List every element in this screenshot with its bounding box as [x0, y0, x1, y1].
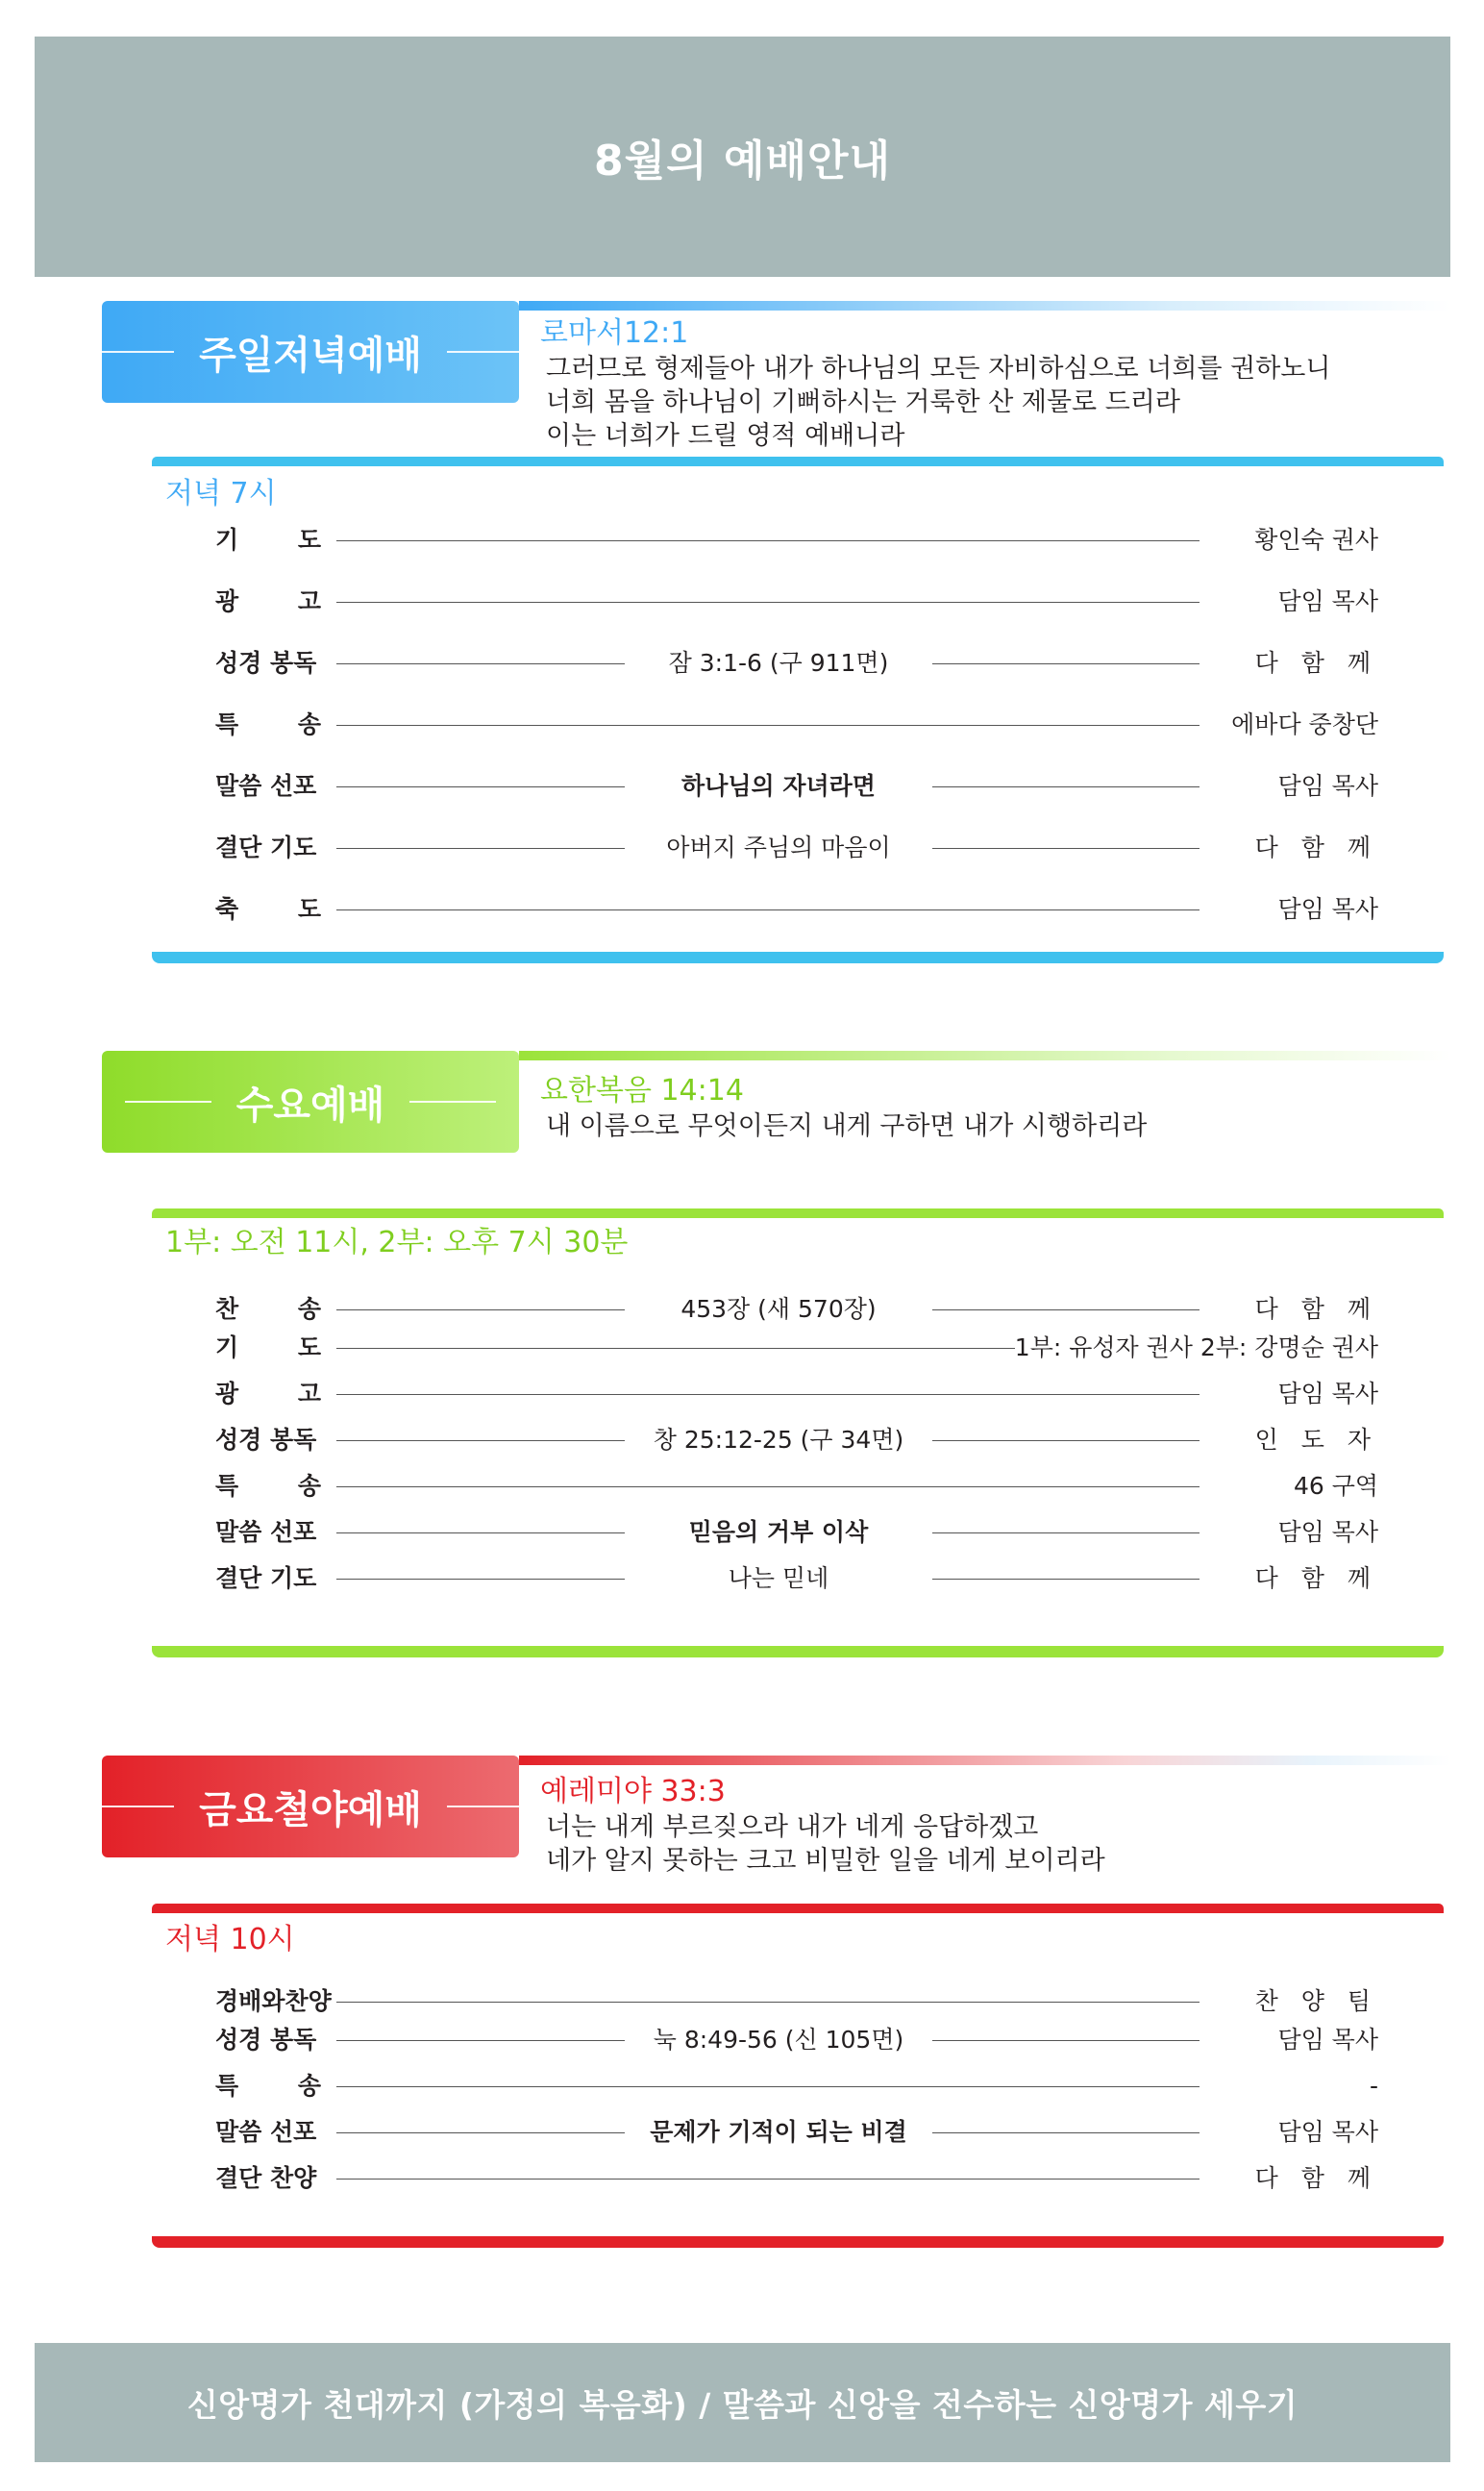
row-label: 특 송: [215, 1472, 321, 1500]
row-person: 에바다 중창단: [1231, 710, 1378, 738]
leader-line: [336, 725, 1200, 726]
row-person: 담임 목사: [1277, 1380, 1378, 1407]
row-label: 축 도: [215, 895, 321, 923]
leader-line: [336, 909, 1200, 910]
list-item: [0, 1467, 1484, 1506]
friday-time: 저녁 10시: [165, 1923, 295, 1956]
row-person: 인 도 자: [1254, 1426, 1378, 1454]
sunday-verse-ref: 로마서12:1: [540, 316, 689, 350]
wednesday-tag: [102, 1051, 519, 1153]
row-person: 다 함 께: [1254, 1564, 1378, 1592]
list-item: [0, 706, 1484, 744]
leader-line: [336, 2086, 1200, 2087]
leader-line: [336, 1348, 1028, 1349]
leader-line: [336, 2002, 1200, 2003]
wednesday-strip: [519, 1051, 1451, 1060]
leader-line: [336, 1394, 1200, 1395]
footer-text: 신앙명가 천대까지 (가정의 복음화) / 말씀과 신앙을 전수하는 신앙명가 세우기: [186, 2385, 1298, 2424]
list-item: [0, 521, 1484, 560]
list-item: [0, 2067, 1484, 2105]
tag-line-right: [447, 351, 519, 353]
row-label: 광 고: [215, 587, 321, 615]
row-person: 담임 목사: [1277, 2026, 1378, 2054]
verse-line: 너희 몸을 하나님이 기뻐하시는 거룩한 산 제물로 드리라: [546, 387, 1180, 417]
row-person: 46 구역: [1293, 1472, 1378, 1500]
header-banner: [35, 37, 1450, 277]
row-person: 다 함 께: [1254, 834, 1378, 861]
row-person: 다 함 께: [1254, 2164, 1378, 2192]
verse-line: 그러므로 형제들아 내가 하나님의 모든 자비하심으로 너희를 권하노니: [546, 354, 1331, 384]
friday-verse-ref: 예레미야 33:3: [540, 1775, 726, 1808]
row-label: 경배와찬양: [215, 1987, 332, 2015]
list-item: [0, 890, 1484, 929]
row-middle: 하나님의 자녀라면: [625, 767, 932, 806]
friday-verse: [540, 1774, 1105, 1878]
row-label: 기 도: [215, 1333, 321, 1361]
row-person: 담임 목사: [1277, 2118, 1378, 2146]
row-person: 다 함 께: [1254, 649, 1378, 677]
verse-line: 내 이름으로 무엇이든지 내게 구하면 내가 시행하리라: [546, 1111, 1148, 1141]
verse-line: 이는 너희가 드릴 영적 예배니라: [546, 421, 905, 451]
list-item: [0, 1421, 1484, 1459]
row-middle: 창 25:12-25 (구 34면): [625, 1421, 932, 1459]
wednesday-frame-top: [152, 1208, 1444, 1218]
friday-strip: [519, 1756, 1451, 1765]
row-label: 광 고: [215, 1380, 321, 1407]
sunday-frame-top: [152, 457, 1444, 466]
row-middle: 아버지 주님의 마음이: [625, 829, 932, 867]
leader-line: [336, 602, 1200, 603]
list-item: [0, 1513, 1484, 1552]
row-label: 말씀 선포: [215, 772, 317, 800]
friday-tag: [102, 1756, 519, 1857]
list-item: [0, 2021, 1484, 2059]
row-person: 담임 목사: [1277, 772, 1378, 800]
friday-frame-top: [152, 1904, 1444, 1913]
row-middle: 믿음의 거부 이삭: [625, 1513, 932, 1552]
page-title: 8월의 예배안내: [594, 137, 891, 186]
row-middle: 눅 8:49-56 (신 105면): [625, 2021, 932, 2059]
verse-line: 네가 알지 못하는 크고 비밀한 일을 네게 보이리라: [546, 1846, 1105, 1876]
row-middle: 문제가 기적이 되는 비결: [625, 2113, 932, 2152]
list-item: [0, 1290, 1484, 1329]
row-middle: 잠 3:1-6 (구 911면): [625, 644, 932, 683]
list-item: [0, 1375, 1484, 1413]
row-middle: 나는 믿네: [625, 1559, 932, 1598]
footer-banner: [35, 2343, 1450, 2462]
row-label: 찬 송: [215, 1295, 321, 1323]
list-item: [0, 644, 1484, 683]
leader-line: [336, 1486, 1200, 1487]
sunday-tag: [102, 301, 519, 403]
list-item: [0, 583, 1484, 621]
wednesday-verse: [540, 1073, 1147, 1143]
row-person: 담임 목사: [1277, 1518, 1378, 1546]
friday-frame-bottom: [152, 2236, 1444, 2248]
row-person: 다 함 께: [1254, 1295, 1378, 1323]
row-label: 기 도: [215, 526, 321, 554]
wednesday-name: 수요예배: [235, 1083, 385, 1128]
tag-line-right: [447, 1806, 519, 1807]
row-label: 결단 찬양: [215, 2164, 317, 2192]
verse-line: 너는 내게 부르짖으라 내가 네게 응답하겠고: [546, 1812, 1039, 1842]
row-label: 성경 봉독: [215, 2026, 317, 2054]
list-item: [0, 1559, 1484, 1598]
row-label: 말씀 선포: [215, 1518, 317, 1546]
row-label: 특 송: [215, 2072, 321, 2100]
list-item: [0, 829, 1484, 867]
list-item: [0, 2113, 1484, 2152]
row-person: 황인숙 권사: [1254, 526, 1378, 554]
sunday-name: 주일저녁예배: [199, 333, 422, 378]
tag-line-left: [102, 351, 174, 353]
list-item: [0, 767, 1484, 806]
row-person: -: [1369, 2072, 1378, 2100]
list-item: [0, 1982, 1484, 2021]
row-label: 성경 봉독: [215, 1426, 317, 1454]
sunday-verse: [540, 315, 1330, 453]
sunday-time: 저녁 7시: [165, 477, 277, 511]
wednesday-verse-ref: 요한복음 14:14: [540, 1074, 744, 1108]
wednesday-time: 1부: 오전 11시, 2부: 오후 7시 30분: [165, 1226, 629, 1259]
row-label: 말씀 선포: [215, 2118, 317, 2146]
leader-line: [336, 2179, 1200, 2180]
sunday-strip: [519, 301, 1451, 311]
tag-line-left: [125, 1101, 211, 1103]
row-person: 찬 양 팀: [1254, 1987, 1378, 2015]
sunday-frame-bottom: [152, 952, 1444, 963]
leader-line: [336, 540, 1200, 541]
row-label: 결단 기도: [215, 834, 317, 861]
list-item: [0, 1329, 1484, 1367]
friday-name: 금요철야예배: [199, 1787, 422, 1832]
wednesday-frame-bottom: [152, 1646, 1444, 1657]
row-label: 결단 기도: [215, 1564, 317, 1592]
tag-line-right: [409, 1101, 496, 1103]
row-label: 성경 봉독: [215, 649, 317, 677]
row-middle: 453장 (새 570장): [625, 1290, 932, 1329]
row-label: 특 송: [215, 710, 321, 738]
list-item: [0, 2159, 1484, 2198]
row-person: 담임 목사: [1277, 587, 1378, 615]
row-person: 담임 목사: [1277, 895, 1378, 923]
tag-line-left: [102, 1806, 174, 1807]
row-person: 1부: 유성자 권사 2부: 강명순 권사: [1015, 1329, 1378, 1367]
